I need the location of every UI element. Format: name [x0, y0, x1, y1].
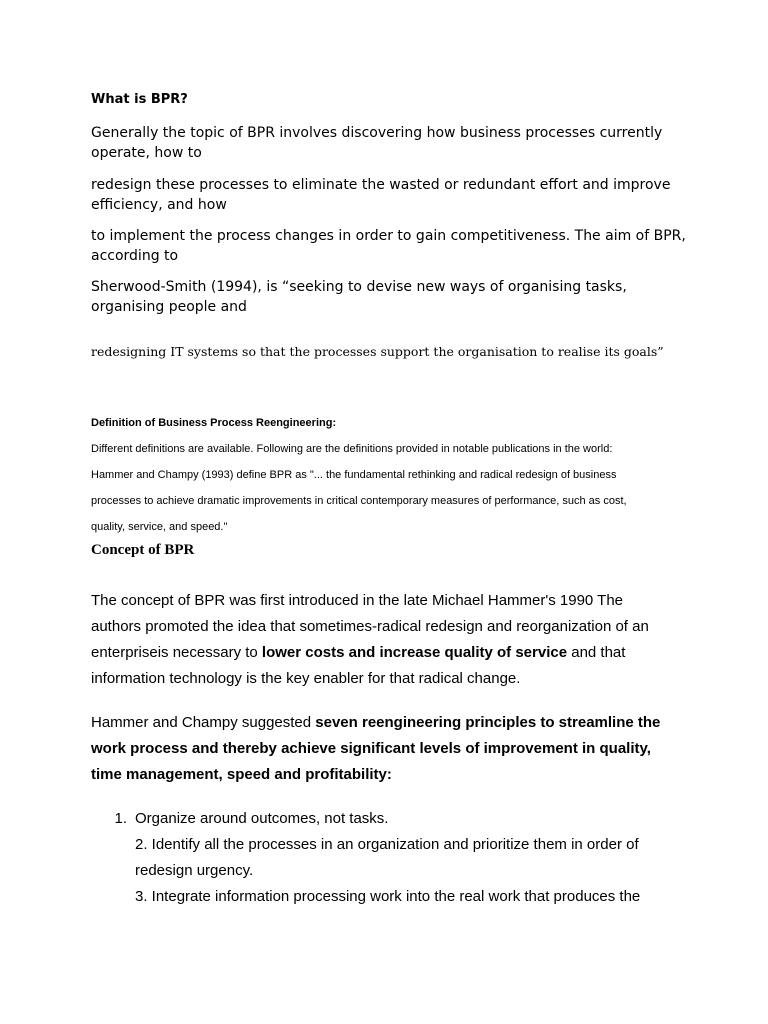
concept-heading: Concept of BPR: [91, 542, 195, 558]
concept-paragraph-2-bold: seven reengineering principles to streamline the work process and thereby achieve significant levels of improvement in quality, time management, speed and profitability:: [91, 714, 661, 783]
concept-paragraph-1-bold: lower costs and increase quality of service: [261, 644, 568, 661]
concept-paragraph-1-text-a: The concept of BPR was first introduced in the late Michael Hammer's 1990 The authors promoted the idea that sometimes-radical redesign and reorganization of an enterpriseis necessary to: [91, 592, 649, 661]
definition-line-1: Different definitions are available. Following are the definitions provided in notable publications in the world:: [91, 443, 613, 455]
bpr-paragraph-4: Sherwood-Smith (1994), is “seeking to devise new ways of organising tasks, organising people and: [91, 279, 627, 315]
list-item-number: 1.: [114, 810, 127, 827]
definition-line-4: quality, service, and speed.": [91, 521, 228, 533]
what-is-bpr-heading: What is BPR?: [91, 92, 188, 107]
concept-paragraph-1-text-b: and that information technology is the key enabler for that radical change.: [91, 644, 626, 687]
list-item: 2. Identify all the processes in an organization and prioritize them in order of redesign urgency.: [135, 836, 639, 879]
bpr-paragraph-2: redesign these processes to eliminate the wasted or redundant effort and improve efficiency, and how: [91, 177, 671, 213]
list-item: 3. Integrate information processing work into the real work that produces the: [135, 888, 641, 905]
list-item-text: Organize around outcomes, not tasks.: [135, 810, 389, 827]
concept-paragraph-2-text: Hammer and Champy suggested: [91, 714, 316, 731]
definition-line-2: Hammer and Champy (1993) define BPR as "... the fundamental rethinking and radical redesign of business: [91, 469, 617, 481]
definition-line-3: processes to achieve dramatic improvements in critical contemporary measures of performance, such as cost,: [91, 495, 627, 507]
concept-paragraph-2: [91, 710, 671, 788]
bpr-paragraph-3: to implement the process changes in order to gain competitiveness. The aim of BPR, according to: [91, 228, 686, 264]
concept-paragraph-1: [91, 588, 671, 692]
bpr-paragraph-5: redesigning IT systems so that the processes support the organisation to realise its goals”: [91, 344, 664, 359]
bpr-paragraph-1: Generally the topic of BPR involves discovering how business processes currently operate, how to: [91, 125, 663, 161]
list-item: [91, 806, 691, 832]
definition-heading: Definition of Business Process Reengineering:: [91, 417, 337, 429]
principles-list: [91, 806, 691, 910]
